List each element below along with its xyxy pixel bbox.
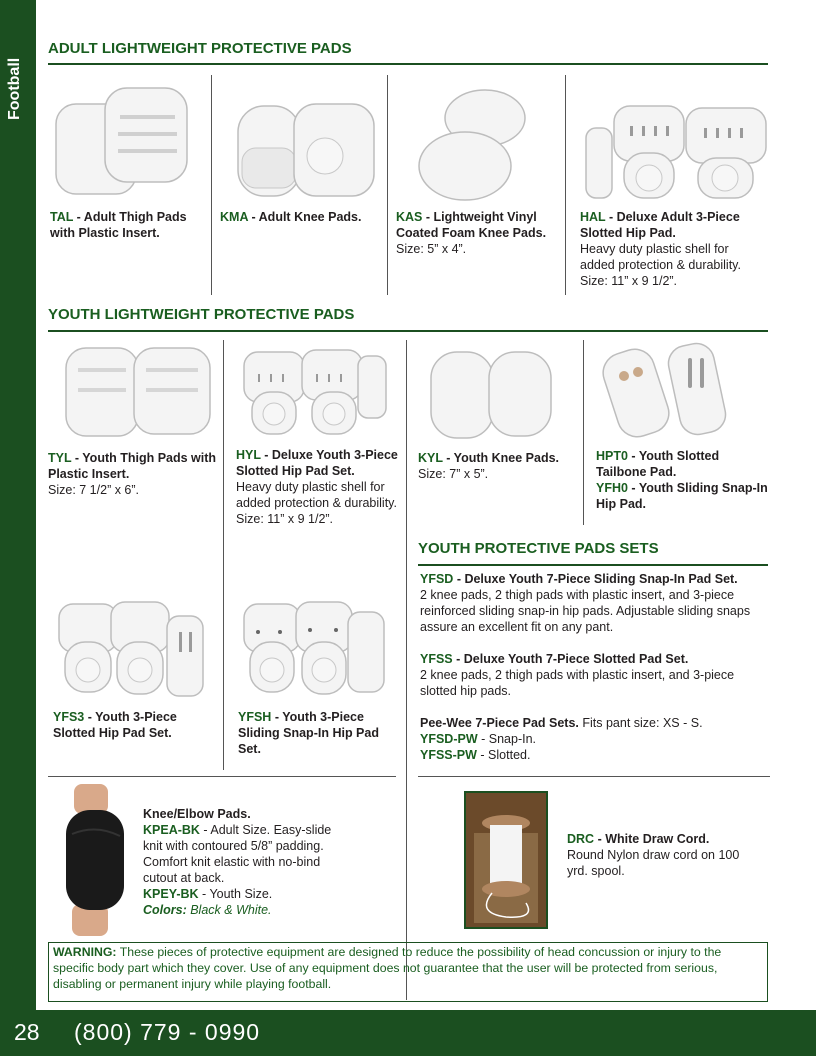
divider	[565, 75, 566, 295]
hyl-description: HYL - Deluxe Youth 3-Piece Slotted Hip Pad Set. Heavy duty plastic shell for added protection & durability. Size: 11” x 9 1/2”.	[236, 448, 398, 526]
hyl-code: HYL	[236, 448, 261, 462]
draw-cord-image	[466, 793, 546, 927]
foam-knee-pads-image	[415, 84, 540, 204]
sets-section-title: YOUTH PROTECTIVE PADS SETS	[418, 540, 659, 557]
kma-description: KMA - Adult Knee Pads.	[220, 210, 362, 224]
draw-cord-image-frame	[464, 791, 548, 929]
divider	[583, 340, 584, 525]
kyl-description: KYL - Youth Knee Pads. Size: 7” x 5”.	[418, 451, 560, 481]
hal-code: HAL	[580, 210, 606, 224]
kyl-size: Size: 7” x 5”.	[418, 467, 489, 481]
divider	[406, 340, 407, 1000]
divider	[418, 776, 770, 777]
adult-divider	[48, 63, 768, 65]
sets-divider	[418, 564, 768, 566]
drc-description: DRC - White Draw Cord. Round Nylon draw cord on 100 yrd. spool.	[567, 832, 740, 878]
yfs3-code: YFS3	[53, 710, 85, 724]
sidebar-label: Football	[6, 57, 23, 120]
yfh0-code: YFH0	[596, 481, 628, 495]
warning-box	[48, 942, 768, 1002]
yfsd-detail: 2 knee pads, 2 thigh pads with plastic insert, and 3-piece reinforced sliding snap-in hip pads. Adjustable sliding snaps assure an excellent fit on any pant.	[420, 588, 751, 634]
youth-divider	[48, 330, 768, 332]
hal-size: Size: 11” x 9 1/2”.	[580, 274, 678, 288]
yfss-pw-code: YFSS-PW	[420, 748, 477, 762]
sidebar	[0, 0, 36, 1010]
footer	[0, 1010, 816, 1056]
divider	[211, 75, 212, 295]
hal-description: HAL - Deluxe Adult 3-Piece Slotted Hip Pad. Heavy duty plastic shell for added protection & durability. Size: 11” x 9 1/2”.	[580, 210, 741, 288]
kas-description: KAS - Lightweight Vinyl Coated Foam Knee Pads. Size: 5” x 4”.	[396, 210, 547, 256]
kpea-code: KPEA-BK	[143, 823, 200, 837]
divider	[387, 75, 388, 295]
yfsd-code: YFSD	[420, 572, 454, 586]
warning-text: WARNING: These pieces of protective equipment are designed to reduce the possibility of head concussion or injury to the specific body part which they cover. Use of any equipment does not guarantee that the user will be protected from serious, disabling or permanent injury while playing football.	[53, 945, 722, 991]
sets-description: YFSD - Deluxe Youth 7-Piece Sliding Snap-In Pad Set. 2 knee pads, 2 thigh pads with plastic insert, and 3-piece reinforced sliding snap-in hip pads. Adjustable sliding snaps assure an excellent fit on any pant. YFSS - Deluxe Youth 7-Piece Slotted Pad Set. 2 knee pads, 2 thigh pads with plastic insert, and 3-piece slotted hip pads. Pee-Wee 7-Piece Pad Sets. Fits pant size: XS - S. YFSD-PW - Snap-In. YFSS-PW - Slotted.	[420, 572, 751, 762]
tal-code: TAL	[50, 210, 74, 224]
drc-detail: Round Nylon draw cord on 100 yrd. spool.	[567, 848, 740, 878]
adult-thigh-pads-image	[50, 82, 195, 202]
youth-hip-pad-set-image	[238, 344, 393, 439]
warning-label: WARNING:	[53, 945, 117, 959]
youth-section-title: YOUTH LIGHTWEIGHT PROTECTIVE PADS	[48, 306, 355, 323]
yfsd-pw-code: YFSD-PW	[420, 732, 478, 746]
drc-code: DRC	[567, 832, 595, 846]
tyl-size: Size: 7 1/2” x 6”.	[48, 483, 140, 497]
page-number: 28	[14, 1019, 40, 1045]
tailbone-pad-image	[600, 340, 745, 440]
divider	[223, 340, 224, 770]
divider	[48, 776, 396, 777]
youth-knee-pads-image	[425, 348, 565, 443]
yfsh-description: YFSH - Youth 3-Piece Sliding Snap-In Hip Pad Set.	[238, 710, 379, 756]
hpt0-code: HPT0	[596, 449, 628, 463]
yfs3-description: YFS3 - Youth 3-Piece Slotted Hip Pad Set.	[53, 710, 177, 740]
adult-hip-pad-image	[580, 98, 770, 203]
kpey-code: KPEY-BK	[143, 887, 199, 901]
youth-snap-in-hip-pad-image	[240, 598, 390, 703]
tyl-code: TYL	[48, 451, 72, 465]
phone-number: (800) 779 - 0990	[74, 1019, 261, 1045]
kas-size: Size: 5” x 4”.	[396, 242, 467, 256]
tal-description: TAL - Adult Thigh Pads with Plastic Insert.	[50, 210, 187, 240]
yfsh-code: YFSH	[238, 710, 272, 724]
tyl-description: TYL - Youth Thigh Pads with Plastic Insert. Size: 7 1/2” x 6”.	[48, 451, 217, 497]
kyl-code: KYL	[418, 451, 443, 465]
peewee-title: Pee-Wee 7-Piece Pad Sets.	[420, 716, 579, 730]
youth-thigh-pads-image	[60, 340, 215, 440]
kma-code: KMA	[220, 210, 249, 224]
yfss-code: YFSS	[420, 652, 453, 666]
yfss-detail: 2 knee pads, 2 thigh pads with plastic insert, and 3-piece slotted hip pads.	[420, 668, 735, 698]
knee-elbow-pad-image	[52, 784, 132, 936]
knee-elbow-description: Knee/Elbow Pads. KPEA-BK - Adult Size. Easy-slide knit with contoured 5/8” padding. Comfort knit elastic with no-bind cutout at back. KPEY-BK - Youth Size. Colors: Black & White.	[143, 807, 332, 917]
adult-knee-pads-image	[230, 98, 380, 203]
kas-code: KAS	[396, 210, 423, 224]
knee-elbow-title: Knee/Elbow Pads.	[143, 807, 251, 821]
hal-detail: Heavy duty plastic shell for added protection & durability.	[580, 242, 741, 272]
hyl-detail: Heavy duty plastic shell for added protection & durability.	[236, 480, 397, 510]
hpt0-description: HPT0 - Youth Slotted Tailbone Pad. YFH0 - Youth Sliding Snap-In Hip Pad.	[596, 449, 768, 511]
colors-value: Black & White.	[186, 903, 272, 917]
colors-label: Colors:	[143, 903, 187, 917]
hyl-size: Size: 11” x 9 1/2”.	[236, 512, 334, 526]
adult-section-title: ADULT LIGHTWEIGHT PROTECTIVE PADS	[48, 40, 352, 57]
youth-3-piece-hip-pad-image	[55, 598, 210, 703]
